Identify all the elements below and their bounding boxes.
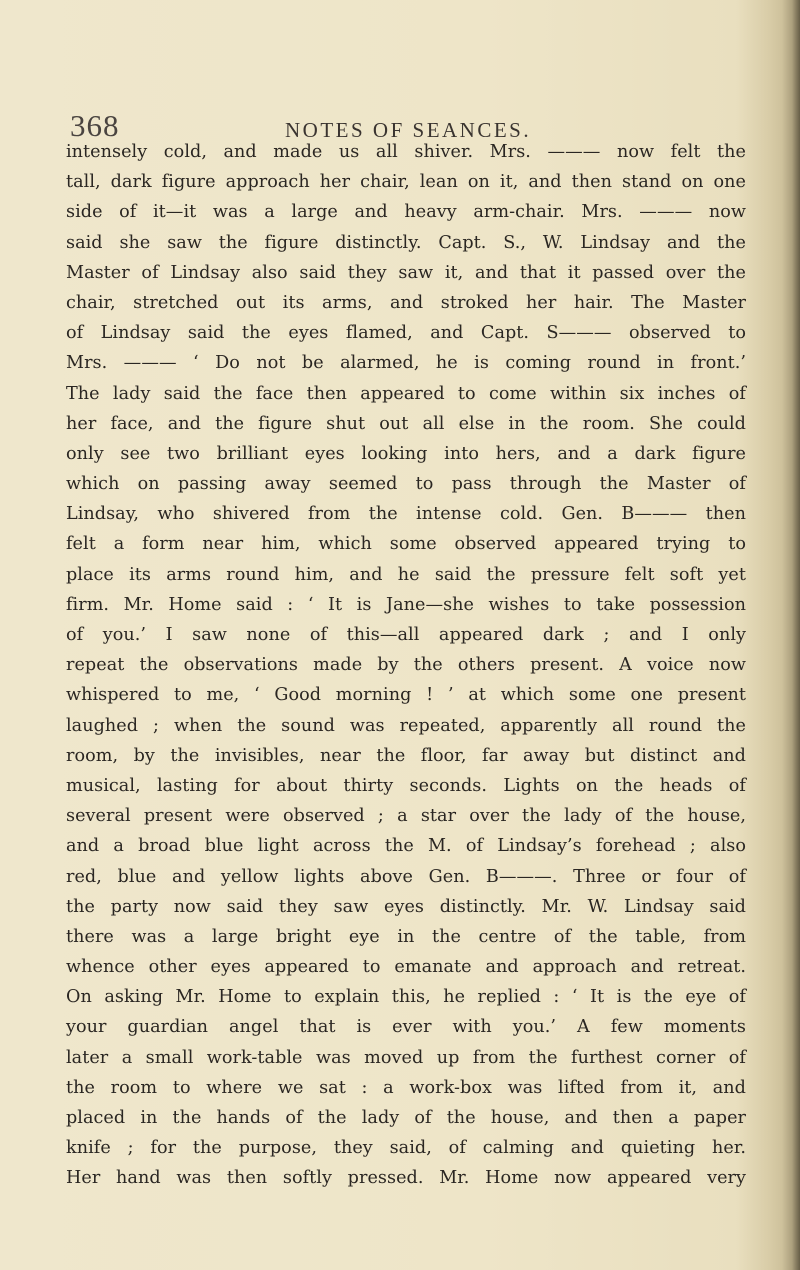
text-line: knife ; for the purpose, they said, of calming and quieting her. bbox=[66, 1138, 746, 1159]
text-line: placed in the hands of the lady of the house, and then a paper bbox=[66, 1108, 746, 1128]
text-line: laughed ; when the sound was repeated, apparently all round the bbox=[66, 715, 746, 736]
body-text bbox=[66, 137, 746, 1194]
text-line: place its arms round him, and he said the pressure felt soft yet bbox=[66, 564, 746, 585]
text-line: of Lindsay said the eyes flamed, and Capt. S——— observed to bbox=[66, 323, 746, 344]
running-title: NOTES OF SEANCES. bbox=[285, 118, 532, 142]
text-line: your guardian angel that is ever with you.’ A few moments bbox=[66, 1017, 746, 1038]
text-line: said she saw the figure distinctly. Capt. S., W. Lindsay and the bbox=[66, 232, 746, 253]
text-line: Master of Lindsay also said they saw it, and that it passed over the bbox=[66, 262, 746, 283]
text-line: later a small work-table was moved up from the furthest corner of bbox=[66, 1047, 746, 1068]
text-line: of you.’ I saw none of this—all appeared dark ; and I only bbox=[66, 625, 746, 645]
text-line: which on passing away seemed to pass through the Master of bbox=[66, 474, 746, 495]
text-line: room, by the invisibles, near the floor, far away but distinct and bbox=[66, 745, 746, 766]
text-line: the party now said they saw eyes distinctly. Mr. W. Lindsay said bbox=[66, 896, 746, 917]
text-line: her face, and the figure shut out all else in the room. She could bbox=[66, 413, 746, 434]
text-line: whence other eyes appeared to emanate and approach and retreat. bbox=[66, 957, 746, 978]
text-line: felt a form near him, which some observed appeared trying to bbox=[66, 534, 746, 555]
text-line: side of it—it was a large and heavy arm-chair. Mrs. ——— now bbox=[66, 202, 746, 223]
text-line: the room to where we sat : a work-box was lifted from it, and bbox=[66, 1077, 746, 1098]
text-line: and a broad blue light across the M. of Lindsay’s forehead ; also bbox=[66, 836, 746, 857]
text-line: repeat the observations made by the others present. A voice now bbox=[66, 655, 746, 676]
text-line: intensely cold, and made us all shiver. Mrs. ——— now felt the bbox=[66, 142, 746, 162]
text-line: several present were observed ; a star over the lady of the house, bbox=[66, 806, 746, 827]
text-line: red, blue and yellow lights above Gen. B———. Three or four of bbox=[66, 866, 746, 887]
text-line: firm. Mr. Home said : ‘ It is Jane—she wishes to take possession bbox=[66, 594, 746, 615]
text-line: chair, stretched out its arms, and stroked her hair. The Master bbox=[66, 292, 746, 313]
page-edge-shadow bbox=[782, 0, 800, 1270]
text-line: On asking Mr. Home to explain this, he replied : ‘ It is the eye of bbox=[66, 987, 746, 1008]
text-line: only see two brilliant eyes looking into hers, and a dark figure bbox=[66, 443, 746, 464]
text-line: there was a large bright eye in the centre of the table, from bbox=[66, 926, 746, 947]
text-line: musical, lasting for about thirty seconds. Lights on the heads of bbox=[66, 775, 746, 796]
text-line: Mrs. ——— ‘ Do not be alarmed, he is coming round in front.’ bbox=[66, 353, 746, 374]
page-number: 368 bbox=[70, 108, 120, 143]
text-line: Her hand was then softly pressed. Mr. Home now appeared very bbox=[66, 1168, 746, 1189]
text-line: tall, dark figure approach her chair, lean on it, and then stand on one bbox=[66, 172, 746, 193]
text-line: Lindsay, who shivered from the intense cold. Gen. B——— then bbox=[66, 504, 746, 525]
text-line: The lady said the face then appeared to come within six inches of bbox=[66, 383, 746, 404]
text-line: whispered to me, ‘ Good morning ! ’ at which some one present bbox=[66, 685, 746, 706]
